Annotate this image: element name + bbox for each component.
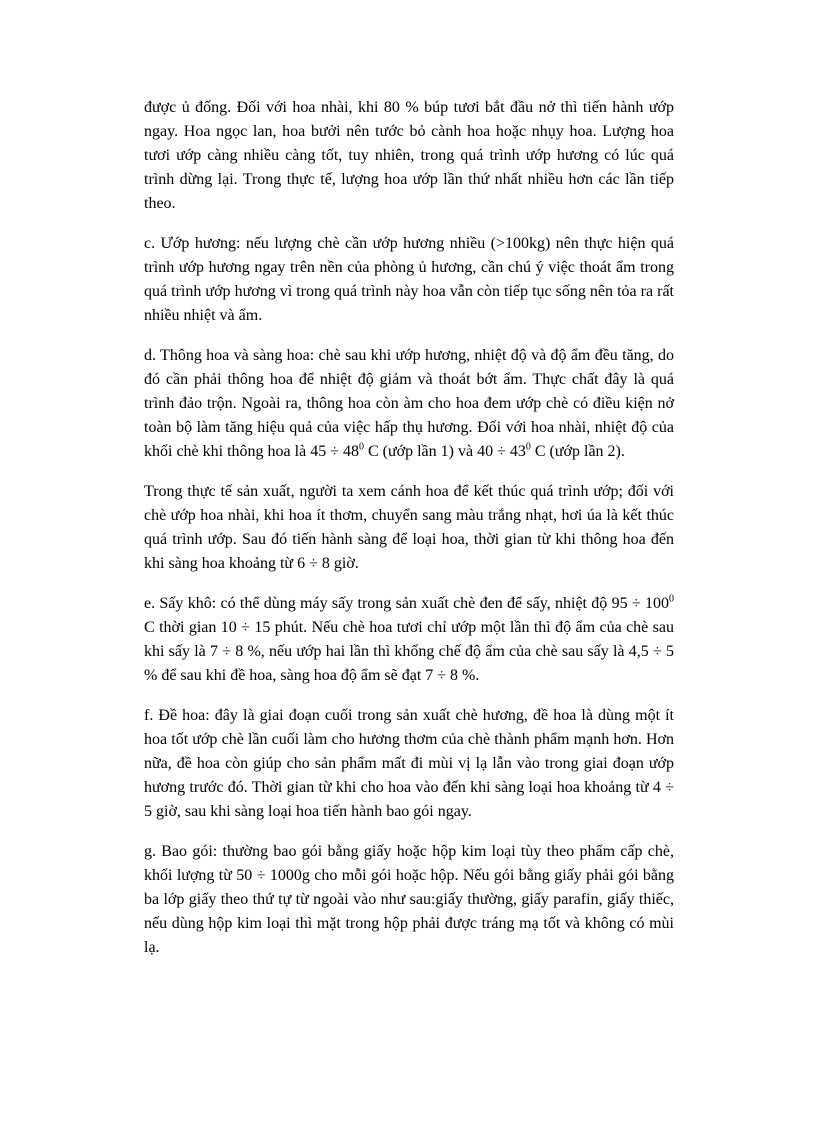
paragraph-d-text-2: C (ướp lần 1) và 40 ÷ 43: [363, 443, 526, 460]
paragraph-d-text-1: d. Thông hoa và sàng hoa: chè sau khi ướp hương, nhiệt độ và độ ẩm đều tăng, do đó cần phải thông hoa để nhiệt độ giảm và thoát bớt ẩm. Thực chất đây là quá trình đảo trộn. Ngoài ra, thông hoa còn àm cho hoa đem ướp chè có điều kiện nở toàn bộ làm tăng hiệu quả của việc hấp thụ hương. Đối với hoa nhài, nhiệt độ của khối chè khi thông hoa là 45 ÷ 48: [144, 347, 674, 460]
degree-superscript: 0: [358, 441, 364, 453]
paragraph-flower-preparation: được ủ đống. Đối với hoa nhài, khi 80 % búp tươi bắt đầu nở thì tiến hành ướp ngay. Hoa ngọc lan, hoa bưởi nên tước bỏ cành hoa hoặc nhụy hoa. Lượng hoa tươi ướp càng nhiều càng tốt, tuy nhiên, trong quá trình ướp hương có lúc quá trình dừng lại. Trong thực tế, lượng hoa ướp lần thứ nhất nhiều hơn các lần tiếp theo.: [144, 99, 674, 212]
paragraph-e-text-2: C thời gian 10 ÷ 15 phút. Nếu chè hoa tươi chỉ ướp một lần thì độ ẩm của chè sau khi sấy là 7 ÷ 8 %, nếu ướp hai lần thì khống chế độ ẩm của chè sau sấy là 4,5 ÷ 5 % để sau khi đề hoa, sàng hoa độ ẩm sẽ đạt 7 ÷ 8 %.: [144, 619, 674, 684]
paragraph-d-aeration-sieving: [144, 344, 674, 464]
document-page: [144, 96, 674, 976]
paragraph-f-final-scenting: f. Đề hoa: đây là giai đoạn cuối trong sản xuất chè hương, đề hoa là dùng một ít hoa tốt ướp chè lần cuối làm cho hương thơm của chè thành phẩm mạnh hơn. Hơn nữa, đề hoa còn giúp cho sản phẩm mất đi mùi vị lạ lẫn vào trong giai đoạn ướp hương trước đó. Thời gian từ khi cho hoa vào đến khi sàng loại hoa khoảng từ 4 ÷ 5 giờ, sau khi sàng loại hoa tiến hành bao gói ngay.: [144, 707, 674, 820]
paragraph-c-scenting: c. Ướp hương: nếu lượng chè cần ướp hương nhiều (>100kg) nên thực hiện quá trình ướp hương ngay trên nền của phòng ủ hương, cần chú ý việc thoát ẩm trong quá trình ướp hương vì trong quá trình này hoa vẫn còn tiếp tục sống nên tỏa ra rất nhiều nhiệt và ẩm.: [144, 235, 674, 324]
paragraph-d-text-3: C (ướp lần 2).: [530, 443, 625, 460]
paragraph-g-packaging: g. Bao gói: thường bao gói bằng giấy hoặc hộp kim loại tùy theo phẩm cấp chè, khối lượng từ 50 ÷ 1000g cho mỗi gói hoặc hộp. Nếu gói bằng giấy phải gói bằng ba lớp giấy theo thứ tự từ ngoài vào như sau:giấy thường, giấy parafin, giấy thiếc, nếu dùng hộp kim loại thì mặt trong hộp phải được tráng mạ tốt và không có mùi lạ.: [144, 843, 674, 956]
paragraph-practice-note: Trong thực tế sản xuất, người ta xem cánh hoa để kết thúc quá trình ướp; đối với chè ướp hoa nhài, khi hoa ít thơm, chuyển sang màu trắng nhạt, hơi úa là kết thúc quá trình ướp. Sau đó tiến hành sàng để loại hoa, thời gian từ khi thông hoa đến khi sàng hoa khoảng từ 6 ÷ 8 giờ.: [144, 483, 674, 572]
paragraph-e-drying: [144, 592, 674, 688]
degree-superscript: 0: [525, 441, 531, 453]
paragraph-e-text-1: e. Sấy khô: có thể dùng máy sấy trong sản xuất chè đen để sấy, nhiệt độ 95 ÷ 100: [144, 595, 669, 612]
degree-superscript: 0: [669, 593, 674, 605]
